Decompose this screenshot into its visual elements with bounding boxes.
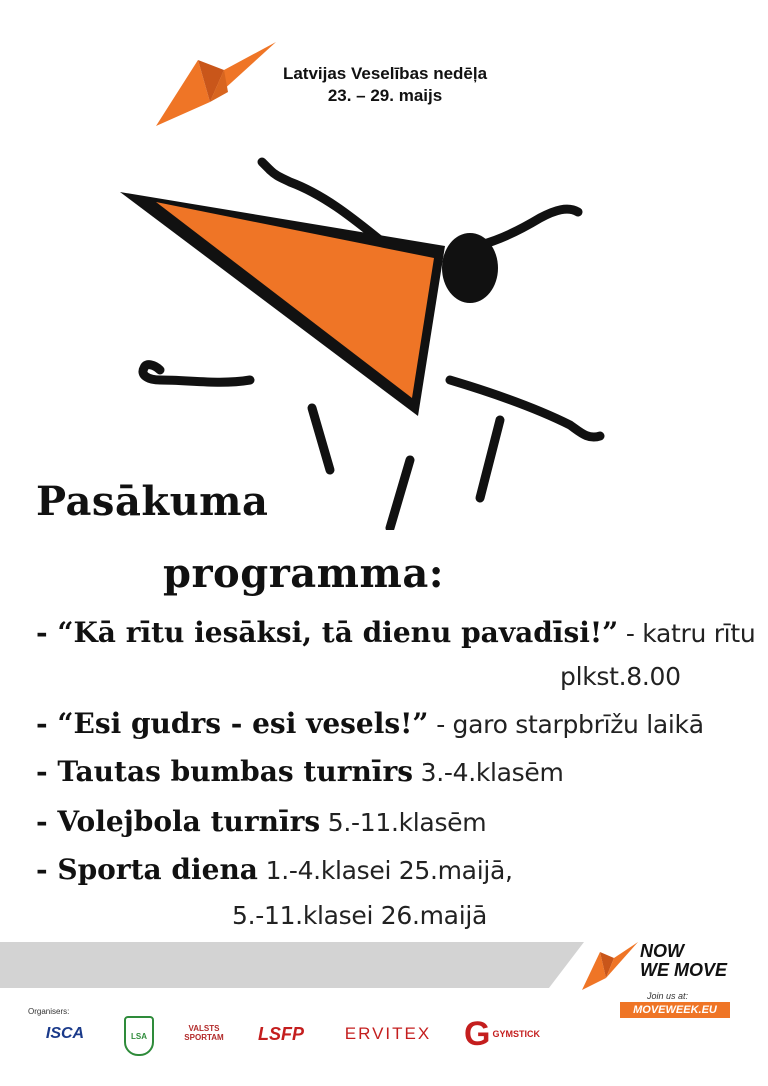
lsa-logo: LSA — [124, 1016, 154, 1056]
program-heading-line2: programma: — [163, 550, 445, 597]
header-dates: 23. – 29. maijs — [327, 86, 443, 106]
footer-band — [0, 942, 584, 988]
program-item-title: - Sporta diena — [36, 853, 258, 886]
program-item-title: - Volejbola turnīrs — [36, 805, 321, 838]
program-item — [36, 755, 564, 788]
program-item-detail: 1.-4.klasei 25.maijā, — [257, 856, 513, 885]
program-item-detail: 3.-4.klasēm — [412, 758, 564, 787]
program-heading-line1: Pasākuma — [36, 478, 269, 525]
header-title: Latvijas Veselības nedēļa — [282, 64, 488, 83]
ervitex-logo: ERVITEX — [344, 1024, 432, 1043]
moveweek-url[interactable]: MOVEWEEK.EU — [620, 1002, 730, 1018]
gymstick-logo — [464, 1014, 544, 1054]
program-item — [36, 805, 486, 838]
lsfp-logo: LSFP — [257, 1023, 304, 1044]
program-item-continuation: 5.-11.klasei 26.maijā — [232, 901, 488, 930]
program-item — [36, 616, 755, 649]
program-item-detail: 5.-11.klasēm — [320, 808, 487, 837]
program-item — [36, 707, 704, 740]
isca-logo: ISCA — [45, 1025, 85, 1042]
program-item-continuation: plkst.8.00 — [560, 662, 681, 691]
program-item-title: - Tautas bumbas turnīrs — [36, 755, 413, 788]
we-move-text: WE MOVE — [640, 959, 728, 980]
mascot-illustration — [100, 140, 680, 530]
now-text: NOW — [640, 941, 684, 961]
valsts-sportam-logo: VALSTS SPORTAM — [184, 1024, 224, 1042]
header-block — [250, 63, 520, 107]
now-we-move-text — [640, 942, 727, 980]
program-item-title: - “Esi gudrs - esi vesels!” — [36, 707, 429, 740]
join-us-text: Join us at: — [647, 991, 689, 1001]
program-item-detail: - katru rītu — [618, 619, 756, 648]
program-item-detail: - garo starpbrīžu laikā — [428, 710, 704, 739]
program-item — [36, 853, 513, 886]
gymstick-g-icon: G — [464, 1014, 491, 1053]
gymstick-label: GYMSTICK — [492, 1029, 540, 1039]
program-item-title: - “Kā rītu iesāksi, tā dienu pavadīsi!” — [36, 616, 619, 649]
organisers-label: Organisers: — [28, 1007, 70, 1016]
now-we-move-logo-icon — [580, 938, 640, 992]
